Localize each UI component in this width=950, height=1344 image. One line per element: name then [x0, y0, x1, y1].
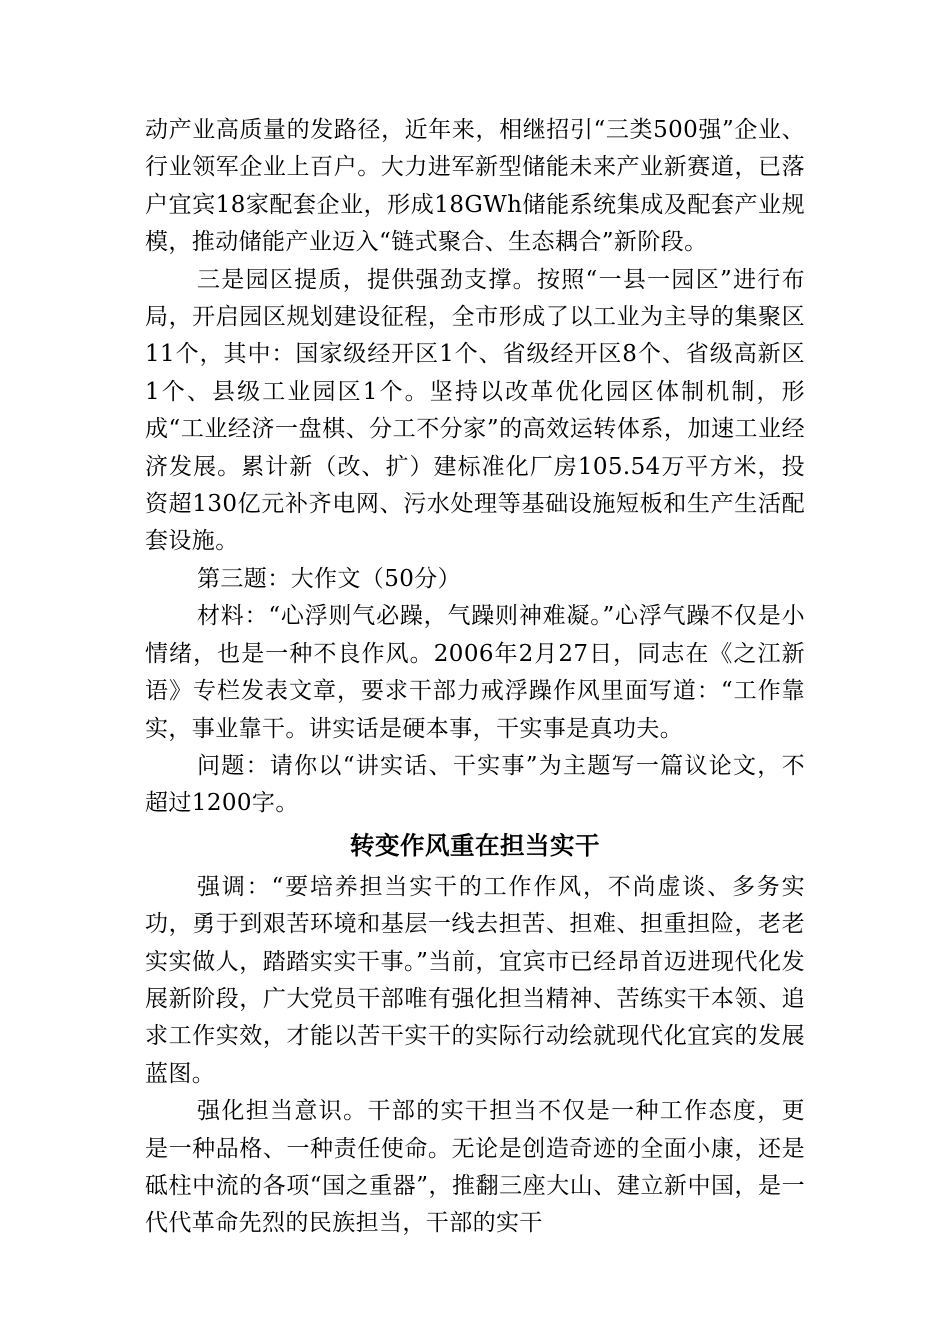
paragraph-material: 材料：“心浮则气必躁，气躁则神难凝。”心浮气躁不仅是小情绪，也是一种不良作风。2006年2月27日，同志在《之江新语》专栏发表文章，要求干部力戒浮躁作风里面写道：“工作靠实，事业靠干。讲实话是硬本事，干实事是真功夫。 [145, 603, 805, 742]
paragraph-park-quality: 三是园区提质，提供强劲支撑。按照“一县一园区”进行布局，开启园区规划建设征程，全市形成了以工业为主导的集聚区11个，其中：国家级经开区1个、省级经开区8个、省级高新区1个、县级工业园区1个。坚持以改革优化园区体制机制，形成“工业经济一盘棋、分工不分家”的高效运转体系，加速工业经济发展。累计新（改、扩）建标准化厂房105.54万平方米，投资超130亿元补齐电网、污水处理等基础设施短板和生产生活配套设施。 [145, 266, 805, 555]
paragraph-question-three-heading: 第三题：大作文（50分） [197, 565, 462, 592]
essay-paragraph-responsibility: 强化担当意识。干部的实干担当不仅是一种工作态度，更是一种品格、一种责任使命。无论是创造奇迹的全面小康，还是砥柱中流的各项“国之重器”，推翻三座大山、建立新中国，是一代代革命先烈的民族担当，干部的实干 [145, 1098, 805, 1237]
essay-title: 转变作风重在担当实干 [350, 830, 600, 860]
paragraph-industry-path: 动产业高质量的发路径，近年来，相继招引“三类500强”企业、行业领军企业上百户。大力进军新型储能未来产业新赛道，已落户宜宾18家配套企业，形成18GWh储能系统集成及配套产业规模，推动储能产业迈入“链式聚合、生态耦合”新阶段。 [145, 117, 805, 256]
paragraph-question: 问题：请你以“讲实话、干实事”为主题写一篇议论文，不超过1200字。 [145, 752, 805, 817]
essay-paragraph-intro: 强调：“要培养担当实干的工作作风，不尚虚谈、多务实功，勇于到艰苦环境和基层一线去担苦、担难、担重担险，老老实实做人，踏踏实实干事。”当前，宜宾市已经昂首迈进现代化发展新阶段，广大党员干部唯有强化担当精神、苦练实干本领、追求工作实效，才能以苦干实干的实际行动绘就现代化宜宾的发展蓝图。 [145, 873, 805, 1087]
document-page [145, 112, 805, 1243]
